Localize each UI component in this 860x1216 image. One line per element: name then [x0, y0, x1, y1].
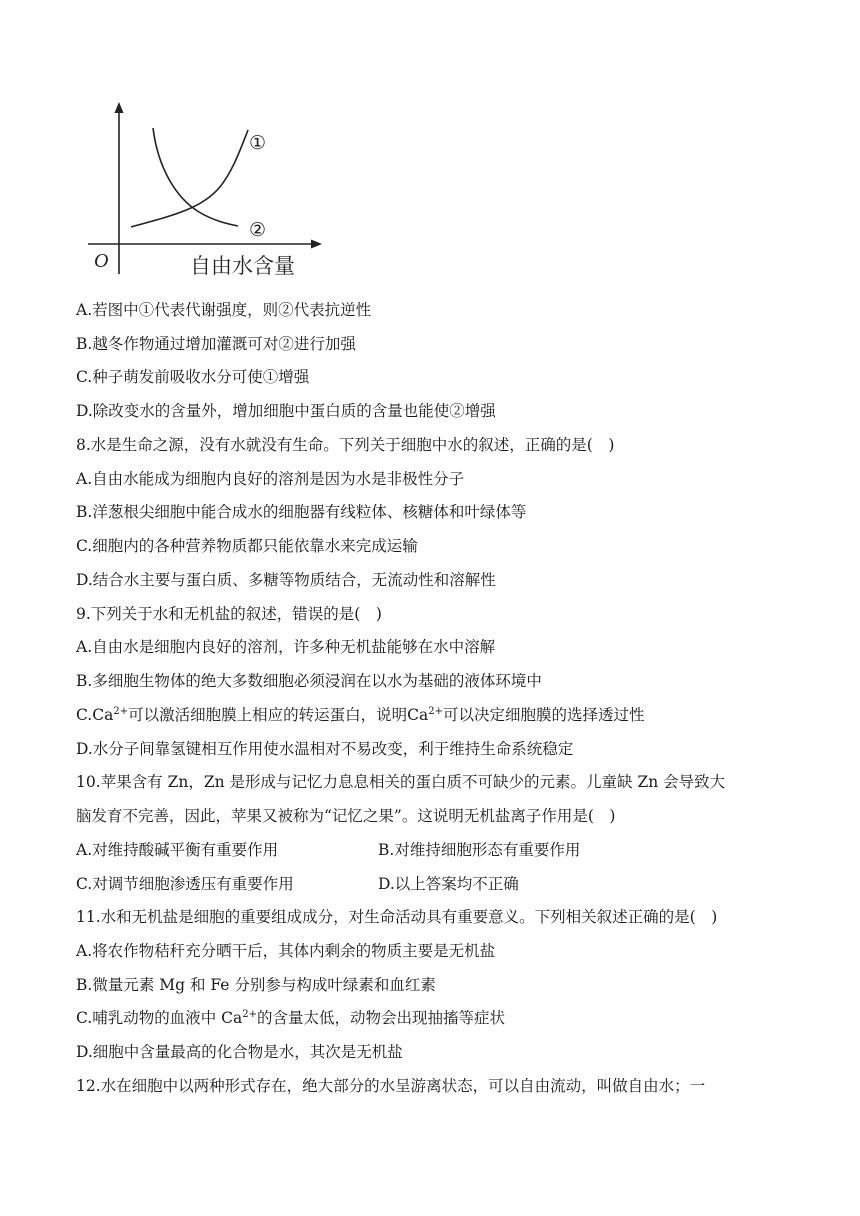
q12-stem-line-1: 12.水在细胞中以两种形式存在，绝大部分的水呈游离状态，可以自由流动，叫做自由水；一 [76, 1077, 706, 1095]
q10-option-d: D.以上答案均不正确 [378, 875, 519, 893]
q8-option-d: D.结合水主要与蛋白质、多糖等物质结合，无流动性和溶解性 [76, 571, 496, 589]
q9-option-c [76, 705, 644, 725]
curve-2-label: ② [249, 219, 267, 241]
q9-stem: 9.下列关于水和无机盐的叙述，错误的是( ) [76, 605, 382, 623]
q9-option-a: A.自由水是细胞内良好的溶剂，许多种无机盐能够在水中溶解 [76, 638, 496, 656]
q9-option-d: D.水分子间靠氢键相互作用使水温相对不易改变，利于维持生命系统稳定 [76, 740, 574, 758]
q11-option-c-part2: 的含量太低，动物会出现抽搐等症状 [257, 1009, 506, 1027]
q11-option-d: D.细胞中含量最高的化合物是水，其次是无机盐 [76, 1043, 403, 1061]
q9-option-b: B.多细胞生物体的绝大多数细胞必须浸润在以水为基础的液体环境中 [76, 672, 542, 690]
q9-option-c-part2: 可以激活细胞膜上相应的转运蛋白，说明Ca [128, 706, 429, 724]
q10-option-a: A.对维持酸碱平衡有重要作用 [76, 841, 279, 859]
q8-option-b: B.洋葱根尖细胞中能合成水的细胞器有线粒体、核糖体和叶绿体等 [76, 503, 527, 521]
origin-label: O [94, 250, 109, 272]
q9-option-c-part3: 可以决定细胞膜的选择透过性 [442, 706, 645, 724]
calcium-charge: 2+ [242, 1008, 258, 1020]
y-axis-arrow [115, 102, 124, 113]
q10-stem-line-1: 10.苹果含有 Zn，Zn 是形成与记忆力息息相关的蛋白质不可缺少的元素。儿童缺 Zn 会导致大 [76, 773, 726, 791]
q7-option-c: C.种子萌发前吸收水分可使①增强 [76, 368, 310, 386]
q10-option-c: C.对调节细胞渗透压有重要作用 [76, 875, 294, 893]
q7-option-a: A.若图中①代表代谢强度，则②代表抗逆性 [76, 301, 372, 319]
q10-option-b: B.对维持细胞形态有重要作用 [378, 841, 581, 859]
q7-option-d: D.除改变水的含量外，增加细胞中蛋白质的含量也能使②增强 [76, 402, 496, 420]
q10-stem-line-2: 脑发育不完善，因此，苹果又被称为“记忆之果”。这说明无机盐离子作用是( ) [76, 807, 616, 825]
q11-option-b: B.微量元素 Mg 和 Fe 分别参与构成叶绿素和血红素 [76, 976, 436, 994]
q8-stem: 8.水是生命之源，没有水就没有生命。下列关于细胞中水的叙述，正确的是( ) [76, 436, 615, 454]
curve-2 [153, 128, 238, 226]
calcium-charge-2: 2+ [428, 705, 443, 717]
x-axis-arrow [311, 240, 322, 249]
q11-stem: 11.水和无机盐是细胞的重要组成成分，对生命活动具有重要意义。下列相关叙述正确的是( ) [76, 908, 718, 926]
calcium-charge-1: 2+ [113, 705, 129, 717]
q11-option-a: A.将农作物秸秆充分晒干后，其体内剩余的物质主要是无机盐 [76, 942, 496, 960]
x-axis-label: 自由水含量 [190, 254, 295, 278]
q8-option-a: A.自由水能成为细胞内良好的溶剂是因为水是非极性分子 [76, 470, 465, 488]
q11-option-c-part1: C.哺乳动物的血液中 Ca [76, 1009, 243, 1027]
free-water-curve-figure [86, 96, 336, 280]
curve-1 [131, 130, 248, 227]
q9-option-c-part1: C.Ca [76, 706, 114, 724]
curve-1-label: ① [249, 132, 267, 154]
q7-option-b: B.越冬作物通过增加灌溉可对②进行加强 [76, 335, 356, 353]
q11-option-c [76, 1008, 505, 1028]
q8-option-c: C.细胞内的各种营养物质都只能依靠水来完成运输 [76, 537, 418, 555]
